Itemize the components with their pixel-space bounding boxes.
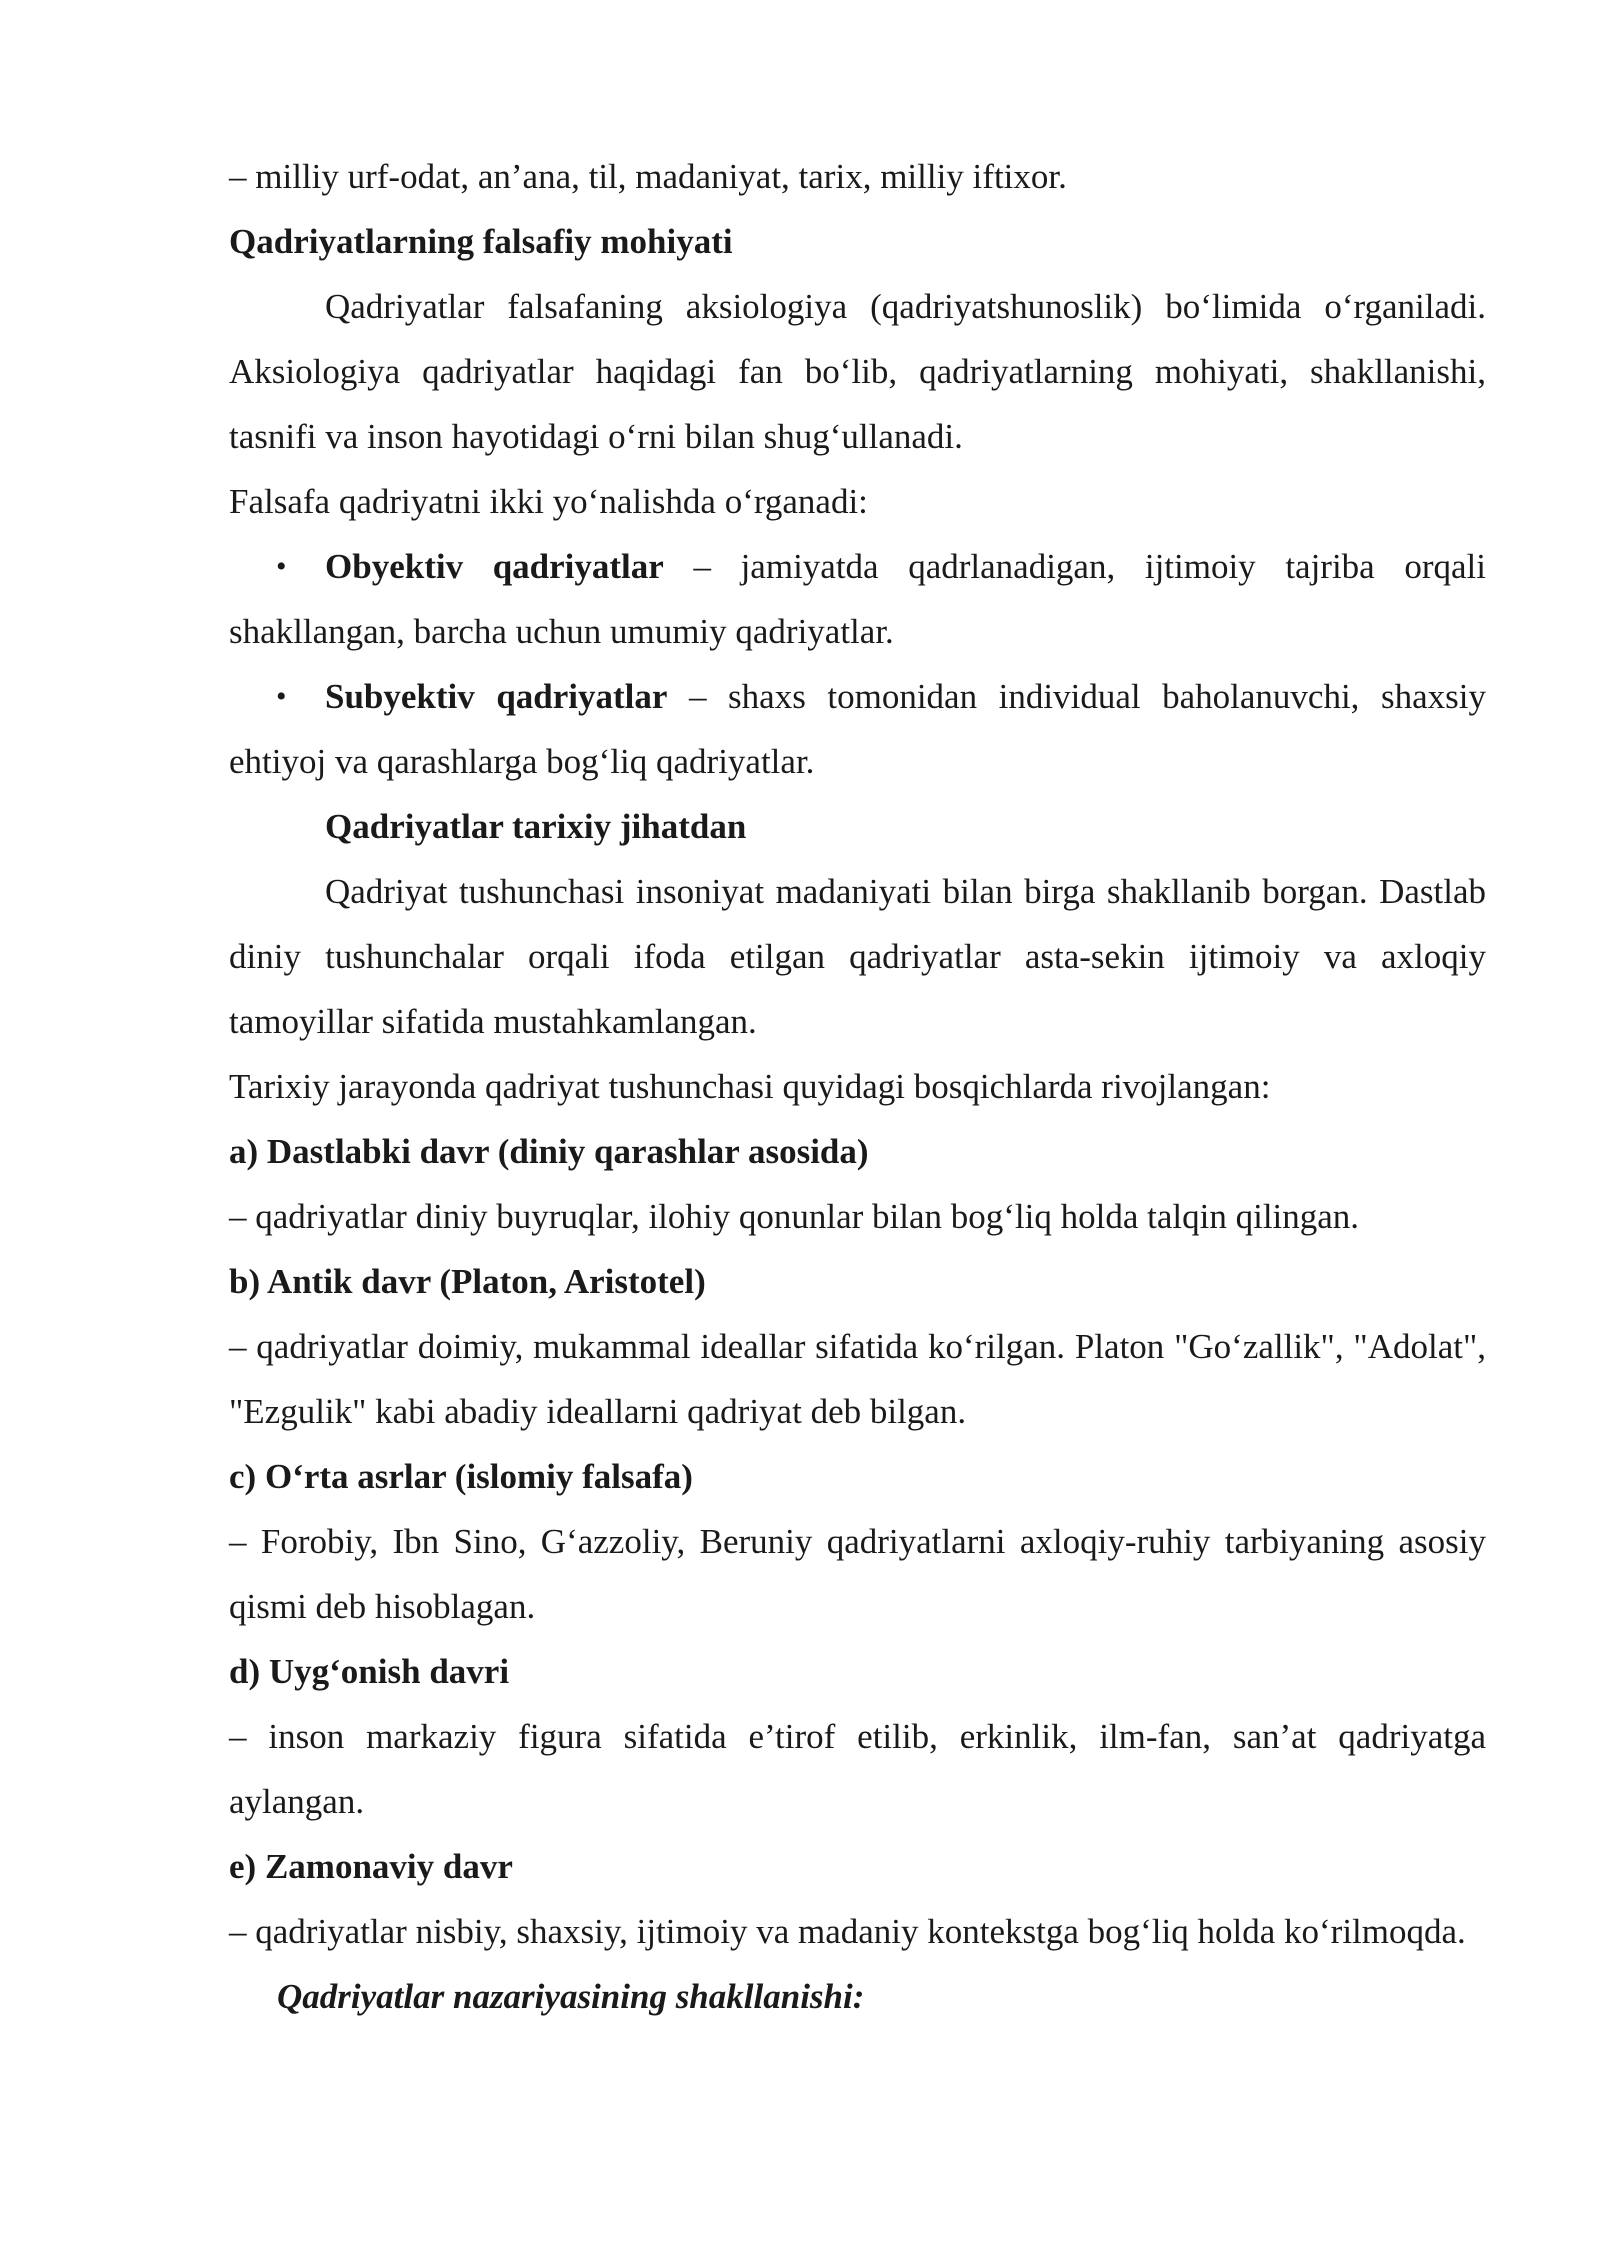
document-body bbox=[229, 144, 1486, 2029]
section-heading-philosophical-essence: Qadriyatlarning falsafiy mohiyati bbox=[229, 222, 733, 261]
paragraph-stages-intro: Tarixiy jarayonda qadriyat tushunchasi quyidagi bosqichlarda rivojlangan: bbox=[229, 1067, 1271, 1106]
section-heading-theory-formation: Qadriyatlar nazariyasining shakllanishi: bbox=[277, 1977, 865, 2016]
period-text-modern: – qadriyatlar nisbiy, shaxsiy, ijtimoiy va madaniy kontekstga bog‘liq holda ko‘rilmoqda. bbox=[229, 1912, 1466, 1951]
bullet-text: – jamiyatda qadrlanadigan, ijtimoiy tajriba orqali shakllangan, barcha uchun umumiy qadriyatlar. bbox=[229, 547, 1486, 651]
period-title-early: a) Dastlabki davr (diniy qarashlar asosida) bbox=[229, 1132, 869, 1171]
period-text-middle-ages: – Forobiy, Ibn Sino, G‘azzoliy, Beruniy qadriyatlarni axloqiy-ruhiy tarbiyaning asosiy qismi deb hisoblagan. bbox=[229, 1522, 1486, 1626]
period-text-renaissance: – inson markaziy figura sifatida e’tirof etilib, erkinlik, ilm-fan, san’at qadriyatga aylangan. bbox=[229, 1717, 1486, 1821]
bullet-term: Obyektiv qadriyatlar bbox=[325, 547, 664, 586]
period-text-early: – qadriyatlar diniy buyruqlar, ilohiy qonunlar bilan bog‘liq holda talqin qilingan. bbox=[229, 1197, 1360, 1236]
period-title-renaissance: d) Uyg‘onish davri bbox=[229, 1652, 510, 1691]
bullet-icon: • bbox=[276, 680, 287, 713]
bullet-icon: • bbox=[276, 550, 287, 583]
period-text-antiquity: – qadriyatlar doimiy, mukammal ideallar sifatida ko‘rilgan. Platon "Go‘zallik", "Adolat", "Ezgulik" kabi abadiy ideallarni qadriyat deb bilgan. bbox=[229, 1327, 1486, 1431]
paragraph-concept-origin: Qadriyat tushunchasi insoniyat madaniyati bilan birga shakllanib borgan. Dastlab diniy tushunchalar orqali ifoda etilgan qadriyatlar asta-sekin ijtimoiy va axloqiy tamoyillar sifatida mustahkamlangan. bbox=[229, 872, 1486, 1041]
section-heading-historical: Qadriyatlar tarixiy jihatdan bbox=[325, 807, 747, 846]
paragraph-two-directions: Falsafa qadriyatni ikki yo‘nalishda o‘rganadi: bbox=[229, 482, 868, 521]
bullet-item-subjective-values bbox=[229, 664, 1486, 794]
bullet-item-objective-values bbox=[229, 534, 1486, 664]
period-title-modern: e) Zamonaviy davr bbox=[229, 1847, 513, 1886]
period-title-antiquity: b) Antik davr (Platon, Aristotel) bbox=[229, 1262, 706, 1301]
list-continuation-line: – milliy urf-odat, an’ana, til, madaniyat, tarix, milliy iftixor. bbox=[229, 157, 1067, 196]
bullet-term: Subyektiv qadriyatlar bbox=[325, 677, 668, 716]
paragraph-axiology: Qadriyatlar falsafaning aksiologiya (qadriyatshunoslik) bo‘limida o‘rganiladi. Aksiologiya qadriyatlar haqidagi fan bo‘lib, qadriyatlarning mohiyati, shakllanishi, tasnifi va inson hayotidagi o‘rni bilan shug‘ullanadi. bbox=[229, 287, 1486, 456]
bullet-text: – shaxs tomonidan individual baholanuvchi, shaxsiy ehtiyoj va qarashlarga bog‘liq qadriyatlar. bbox=[229, 677, 1486, 781]
period-title-middle-ages: c) O‘rta asrlar (islomiy falsafa) bbox=[229, 1457, 693, 1496]
